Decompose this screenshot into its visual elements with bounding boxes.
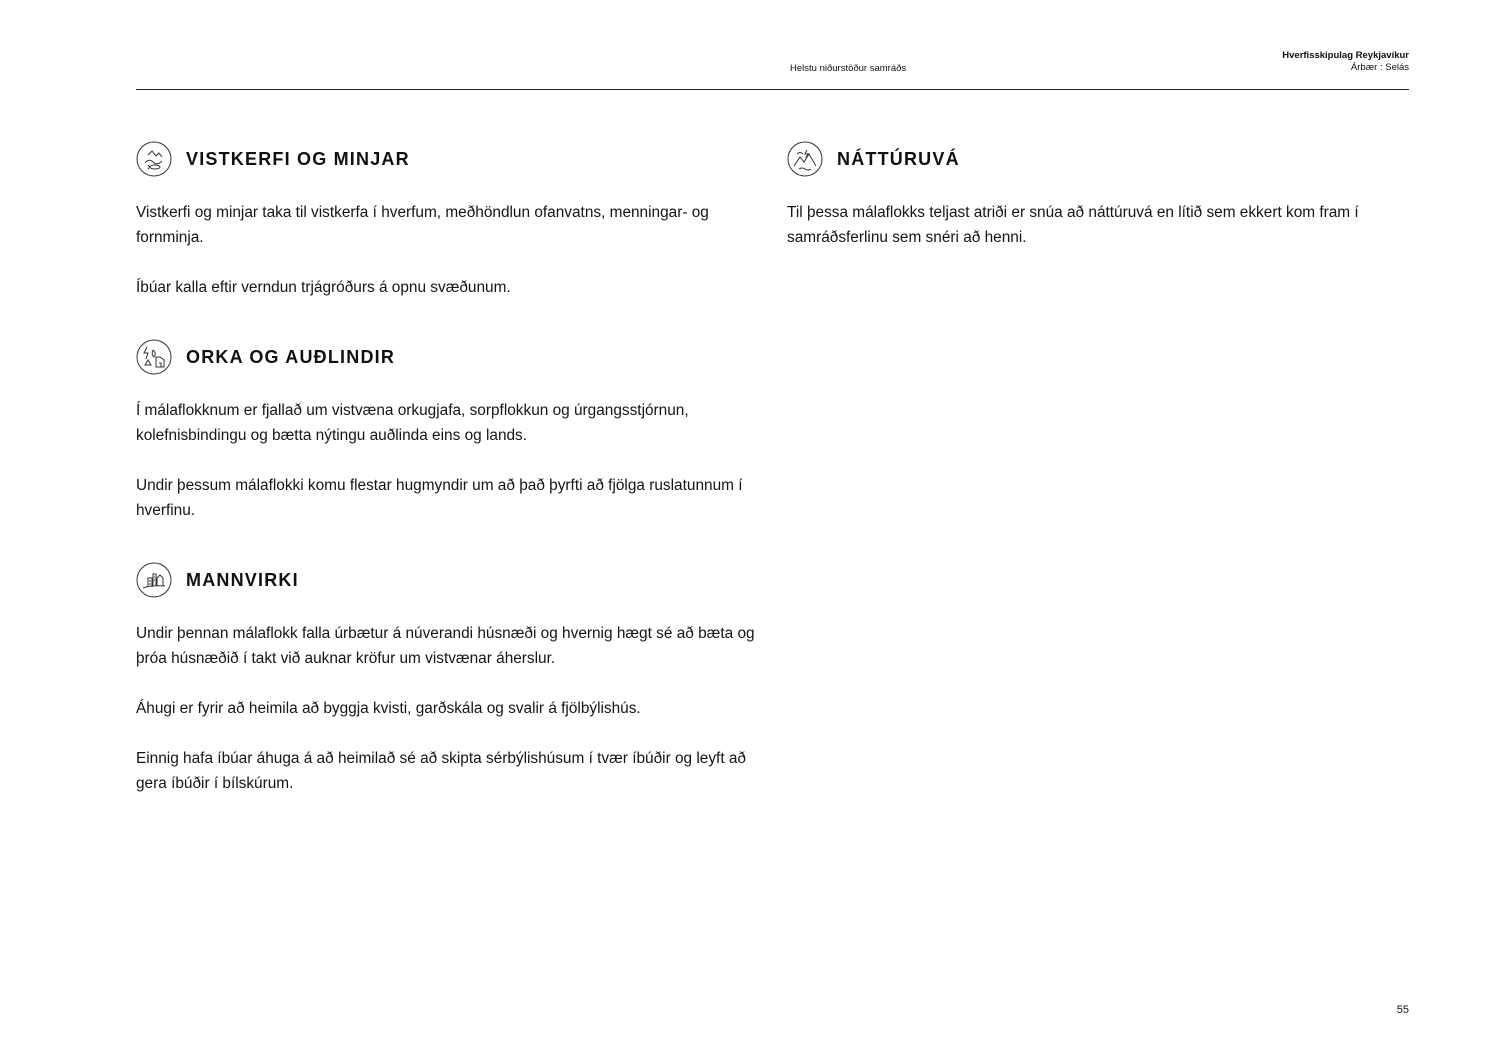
header-document-title: Hverfisskipulag Reykjavíkur [1282, 50, 1409, 61]
section-heading [136, 338, 762, 376]
section-title: ORKA OG AUÐLINDIR [186, 346, 396, 367]
section-paragraph: Undir þennan málaflokk falla úrbætur á núverandi húsnæði og hvernig hægt sé að bæta og þróa húsnæðið í takt við auknar kröfur um vistvænar áherslur. [136, 625, 755, 667]
section-title: VISTKERFI OG MINJAR [186, 148, 410, 169]
section-paragraph: Íbúar kalla eftir verndun trjágróðurs á opnu svæðunum. [136, 279, 511, 296]
header-document-subtitle: Árbær : Selás [1350, 62, 1409, 73]
natural-hazard-icon [787, 141, 823, 177]
right-column [787, 140, 1409, 288]
section-paragraph: Áhugi er fyrir að heimila að byggja kvisti, garðskála og svalir á fjölbýlishús. [136, 700, 641, 717]
header-divider [136, 89, 1409, 90]
ecosystem-icon [136, 141, 172, 177]
section-heading [136, 561, 762, 599]
section-title: MANNVIRKI [186, 569, 299, 590]
section-natturuva [787, 140, 1409, 250]
section-orka [136, 338, 762, 523]
section-vistkerfi [136, 140, 762, 300]
buildings-icon [136, 562, 172, 598]
section-paragraph: Í málaflokknum er fjallað um vistvæna orkugjafa, sorpflokkun og úrgangsstjórnun, kolefnisbindingu og bætta nýtingu auðlinda eins og lands. [136, 402, 689, 444]
section-heading [136, 140, 762, 178]
section-paragraph: Vistkerfi og minjar taka til vistkerfa í hverfum, meðhöndlun ofanvatns, menningar- og fornminja. [136, 204, 709, 246]
section-title: NÁTTÚRUVÁ [837, 148, 960, 169]
header-section-label: Helstu niðurstöður samráðs [790, 63, 907, 74]
section-heading [787, 140, 1409, 178]
page-number: 55 [1396, 1004, 1409, 1016]
energy-icon [136, 339, 172, 375]
section-paragraph: Undir þessum málaflokki komu flestar hugmyndir um að það þyrfti að fjölga ruslatunnum í hverfinu. [136, 477, 743, 519]
section-paragraph: Einnig hafa íbúar áhuga á að heimilað sé að skipta sérbýlishúsum í tvær íbúðir og leyft að gera íbúðir í bílskúrum. [136, 750, 746, 792]
section-mannvirki [136, 561, 762, 796]
header-document-info [1282, 50, 1409, 74]
section-paragraph: Til þessa málaflokks teljast atriði er snúa að náttúruvá en lítið sem ekkert kom fram í samráðsferlinu sem snéri að henni. [787, 204, 1359, 246]
left-column [136, 140, 762, 834]
